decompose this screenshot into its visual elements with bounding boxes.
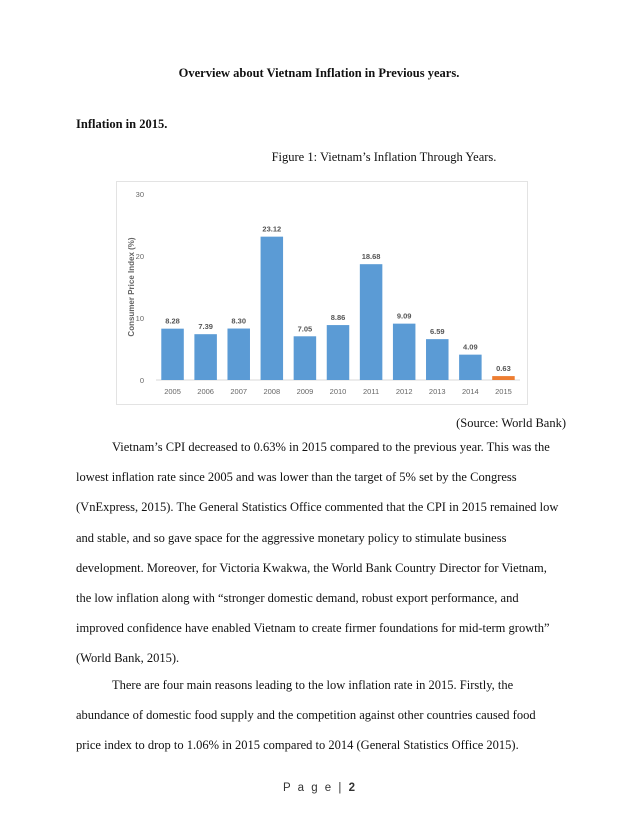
bar-2015 [492,376,515,380]
paragraph2-line: There are four main reasons leading to the low inflation rate in 2015. Firstly, the [112,678,514,692]
data-label-2011: 18.68 [361,252,381,262]
data-label-2010: 8.86 [330,313,346,323]
paragraph1-line: lowest inflation rate since 2005 and was lower than the target of 5% set by the Congress [76,470,517,485]
footer-page-word: P a g e [282,782,334,794]
data-label-2012: 9.09 [396,311,412,321]
y-tick-label: 30 [135,190,144,199]
paragraph1-line: and stable, and so gave space for the aggressive monetary policy to stimulate business [76,530,507,545]
bar-2013 [426,339,449,380]
source-note: (Source: World Bank) [456,416,566,430]
chart-svg [116,181,528,405]
bar-2008 [261,237,284,380]
bar-2012 [393,324,416,380]
paragraph1-line: (World Bank, 2015). [76,651,180,666]
x-tick-label-2005: 2005 [164,387,181,396]
paragraph1-line: Vietnam’s CPI decreased to 0.63% in 2015 compared to the previous year. This was the [112,440,550,454]
x-tick-label-2012: 2012 [395,387,413,396]
x-tick-label-2014: 2014 [462,387,479,396]
y-tick-label: 10 [135,314,144,323]
x-tick-label-2008: 2008 [263,387,281,396]
bar-2011 [360,264,383,380]
x-tick-label-2013: 2013 [428,387,446,396]
x-tick-label-2010: 2010 [329,387,347,396]
x-tick-label-2006: 2006 [197,387,214,396]
data-label-2008: 23.12 [262,224,282,234]
x-tick-label-2011: 2011 [363,387,380,396]
paragraph1-line: improved confidence have enabled Vietnam to create firmer foundations for mid-term growth” [76,621,550,636]
data-label-2014: 4.09 [463,342,478,352]
y-tick-label: 0 [139,376,144,385]
y-axis-title: Consumer Price Index (%) [127,237,136,337]
data-label-2015: 0.63 [496,364,511,374]
paragraph1-line: development. Moreover, for Victoria Kwakwa, the World Bank Country Director for Vietnam, [76,560,547,575]
footer-page-number: 2 [348,782,356,794]
inflation-bar-chart [116,181,528,405]
paragraph2-line: price index to drop to 1.06% in 2015 compared to 2014 (General Statistics Office 2015). [76,738,519,753]
x-tick-label-2009: 2009 [296,387,314,396]
data-label-2009: 7.05 [297,324,313,334]
paragraph1-line: the low inflation along with “stronger domestic demand, robust export performance, and [76,591,519,605]
bar-2006 [194,334,217,380]
page-footer [0,782,638,794]
data-label-2005: 8.28 [165,316,180,326]
page-title: Overview about Vietnam Inflation in Previous years. [178,66,460,80]
x-tick-label-2007: 2007 [230,387,248,396]
data-label-2013: 6.59 [429,327,445,337]
bar-2005 [161,329,184,380]
x-tick-label-2015: 2015 [495,387,512,396]
bar-2010 [327,325,350,380]
data-label-2006: 7.39 [198,322,213,332]
bar-2014 [459,355,482,380]
footer-separator: | [338,782,344,794]
bar-2009 [294,336,317,380]
section-heading: Inflation in 2015. [76,117,168,131]
bar-2007 [227,329,250,380]
y-tick-label: 20 [135,252,144,261]
figure-caption: Figure 1: Vietnam’s Inflation Through Years. [271,150,497,164]
paragraph1-line: (VnExpress, 2015). The General Statistics Office commented that the CPI in 2015 remained low [76,500,559,515]
paragraph2-line: abundance of domestic food supply and the competition against other countries caused food [76,708,536,723]
data-label-2007: 8.30 [231,316,247,326]
